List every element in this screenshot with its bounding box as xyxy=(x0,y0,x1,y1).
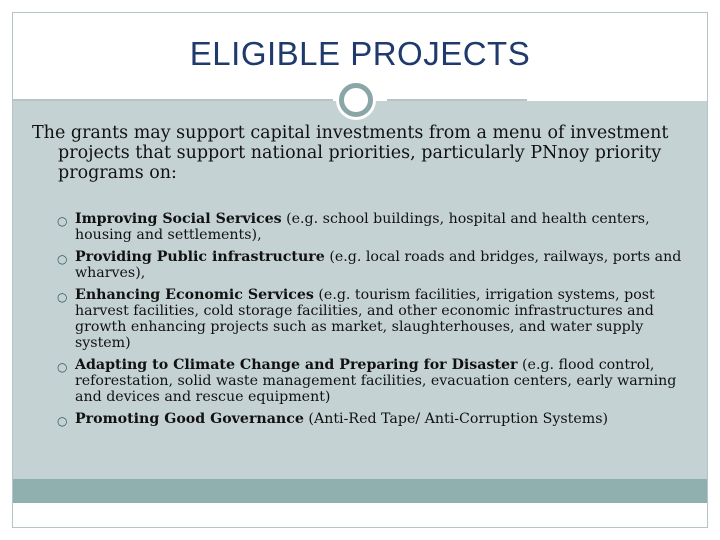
bullet-item xyxy=(57,411,693,427)
footer-bar xyxy=(13,479,707,503)
bullet-detail: (Anti-Red Tape/ Anti-Corruption Systems) xyxy=(303,411,609,427)
hollow-circle-bullet-icon: ○ xyxy=(57,414,68,428)
ring-ornament-icon xyxy=(339,83,373,117)
slide-title: ELIGIBLE PROJECTS xyxy=(189,35,531,72)
bullet-detail: (e.g. tourism facilities, irrigation systems, post harvest facilities, cold storage facilities, and other economic infrastructures and growth enhancing projects such as market, slaughterhouses, and water supply system) xyxy=(75,287,655,351)
bullet-item xyxy=(57,287,693,351)
bullet-title: Providing Public infrastructure xyxy=(75,249,325,265)
bullet-detail: (e.g. school buildings, hospital and health centers, housing and settlements), xyxy=(75,211,650,243)
intro-paragraph: The grants may support capital investments from a menu of investment projects that support national priorities, particularly PNnoy priority programs on: xyxy=(32,123,669,183)
bullet-item xyxy=(57,211,693,243)
slide xyxy=(12,12,708,528)
bullet-title: Improving Social Services xyxy=(75,211,282,227)
bullet-detail: (e.g. local roads and bridges, railways, ports and wharves), xyxy=(75,249,682,281)
bullet-title: Promoting Good Governance xyxy=(75,411,304,427)
bullet-item xyxy=(57,357,693,405)
bullet-title: Adapting to Climate Change and Preparing for Disaster xyxy=(75,357,518,373)
hollow-circle-bullet-icon: ○ xyxy=(57,252,68,266)
hollow-circle-bullet-icon: ○ xyxy=(57,214,68,228)
bullet-title: Enhancing Economic Services xyxy=(75,287,314,303)
content-area xyxy=(13,101,707,503)
bullet-list xyxy=(57,211,693,433)
ring-ornament-center xyxy=(348,92,366,110)
hollow-circle-bullet-icon: ○ xyxy=(57,290,68,304)
hollow-circle-bullet-icon: ○ xyxy=(57,360,68,374)
bullet-item xyxy=(57,249,693,281)
bullet-detail: (e.g. flood control, reforestation, solid waste management facilities, evacuation centers, early warning and devices and rescue equipment) xyxy=(75,357,677,405)
